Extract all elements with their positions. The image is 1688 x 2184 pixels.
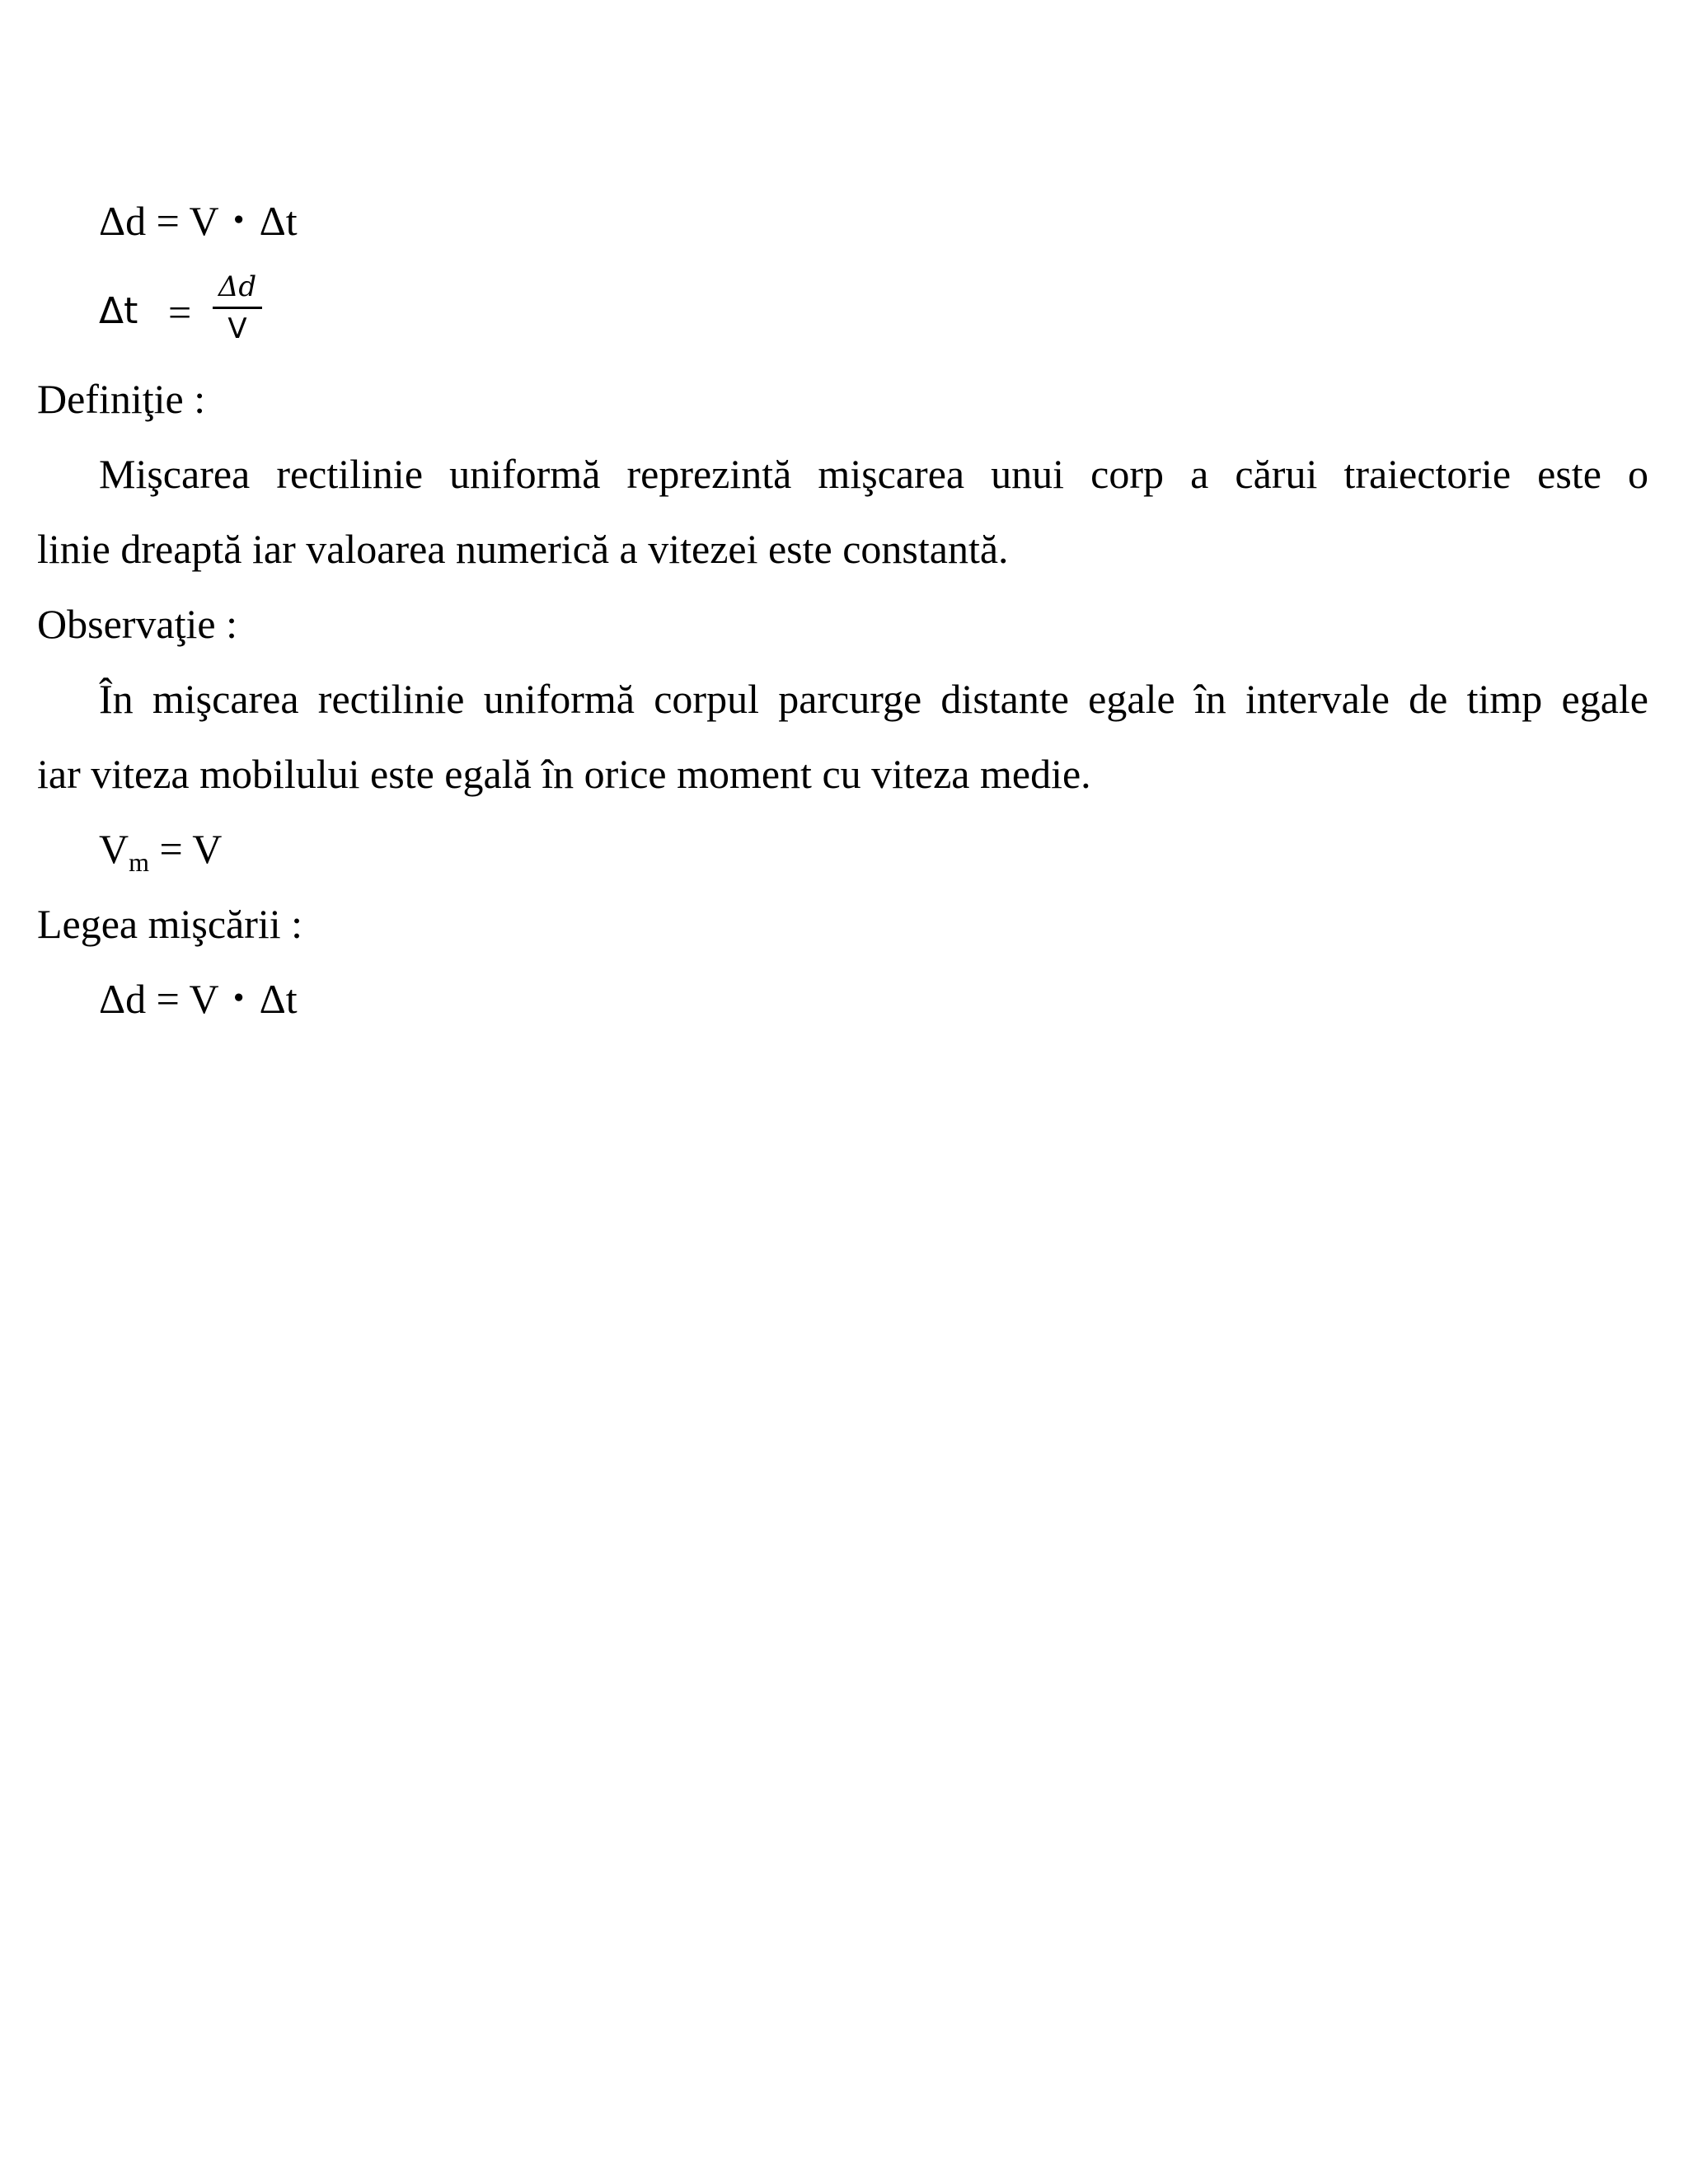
fraction-denominator: V — [227, 312, 247, 345]
formula-velocity — [99, 824, 223, 877]
velocity-symbol: V — [99, 826, 129, 872]
formula-distance-bottom: Δd = V ･ Δt — [99, 976, 298, 1022]
fraction-numerator: Δ𝑑 — [218, 270, 257, 303]
fraction — [213, 269, 262, 345]
definition-line-1: Mişcarea rectilinie uniformă reprezintă mişcarea unui corp a cărui traiectorie este o — [99, 451, 1648, 497]
fraction-bar — [213, 307, 262, 309]
definition-heading: Definiţie : — [37, 376, 206, 422]
velocity-rest: = V — [149, 826, 223, 872]
velocity-subscript: m — [129, 847, 149, 877]
formula-distance-top: Δd = V ･ Δt — [99, 198, 298, 244]
observation-line-2: iar viteza mobilului este egală în orice moment cu viteza medie. — [37, 751, 1091, 797]
law-heading: Legea mişcării : — [37, 901, 303, 947]
formula-time-equals: = — [168, 289, 192, 335]
observation-heading: Observaţie : — [37, 601, 237, 647]
observation-line-1: În mişcarea rectilinie uniformă corpul parcurge distante egale în intervale de timp egale — [99, 676, 1648, 722]
definition-line-2: linie dreaptă iar valoarea numerică a vitezei este constantă. — [37, 526, 1009, 572]
formula-time-lhs: Δt — [99, 290, 138, 332]
